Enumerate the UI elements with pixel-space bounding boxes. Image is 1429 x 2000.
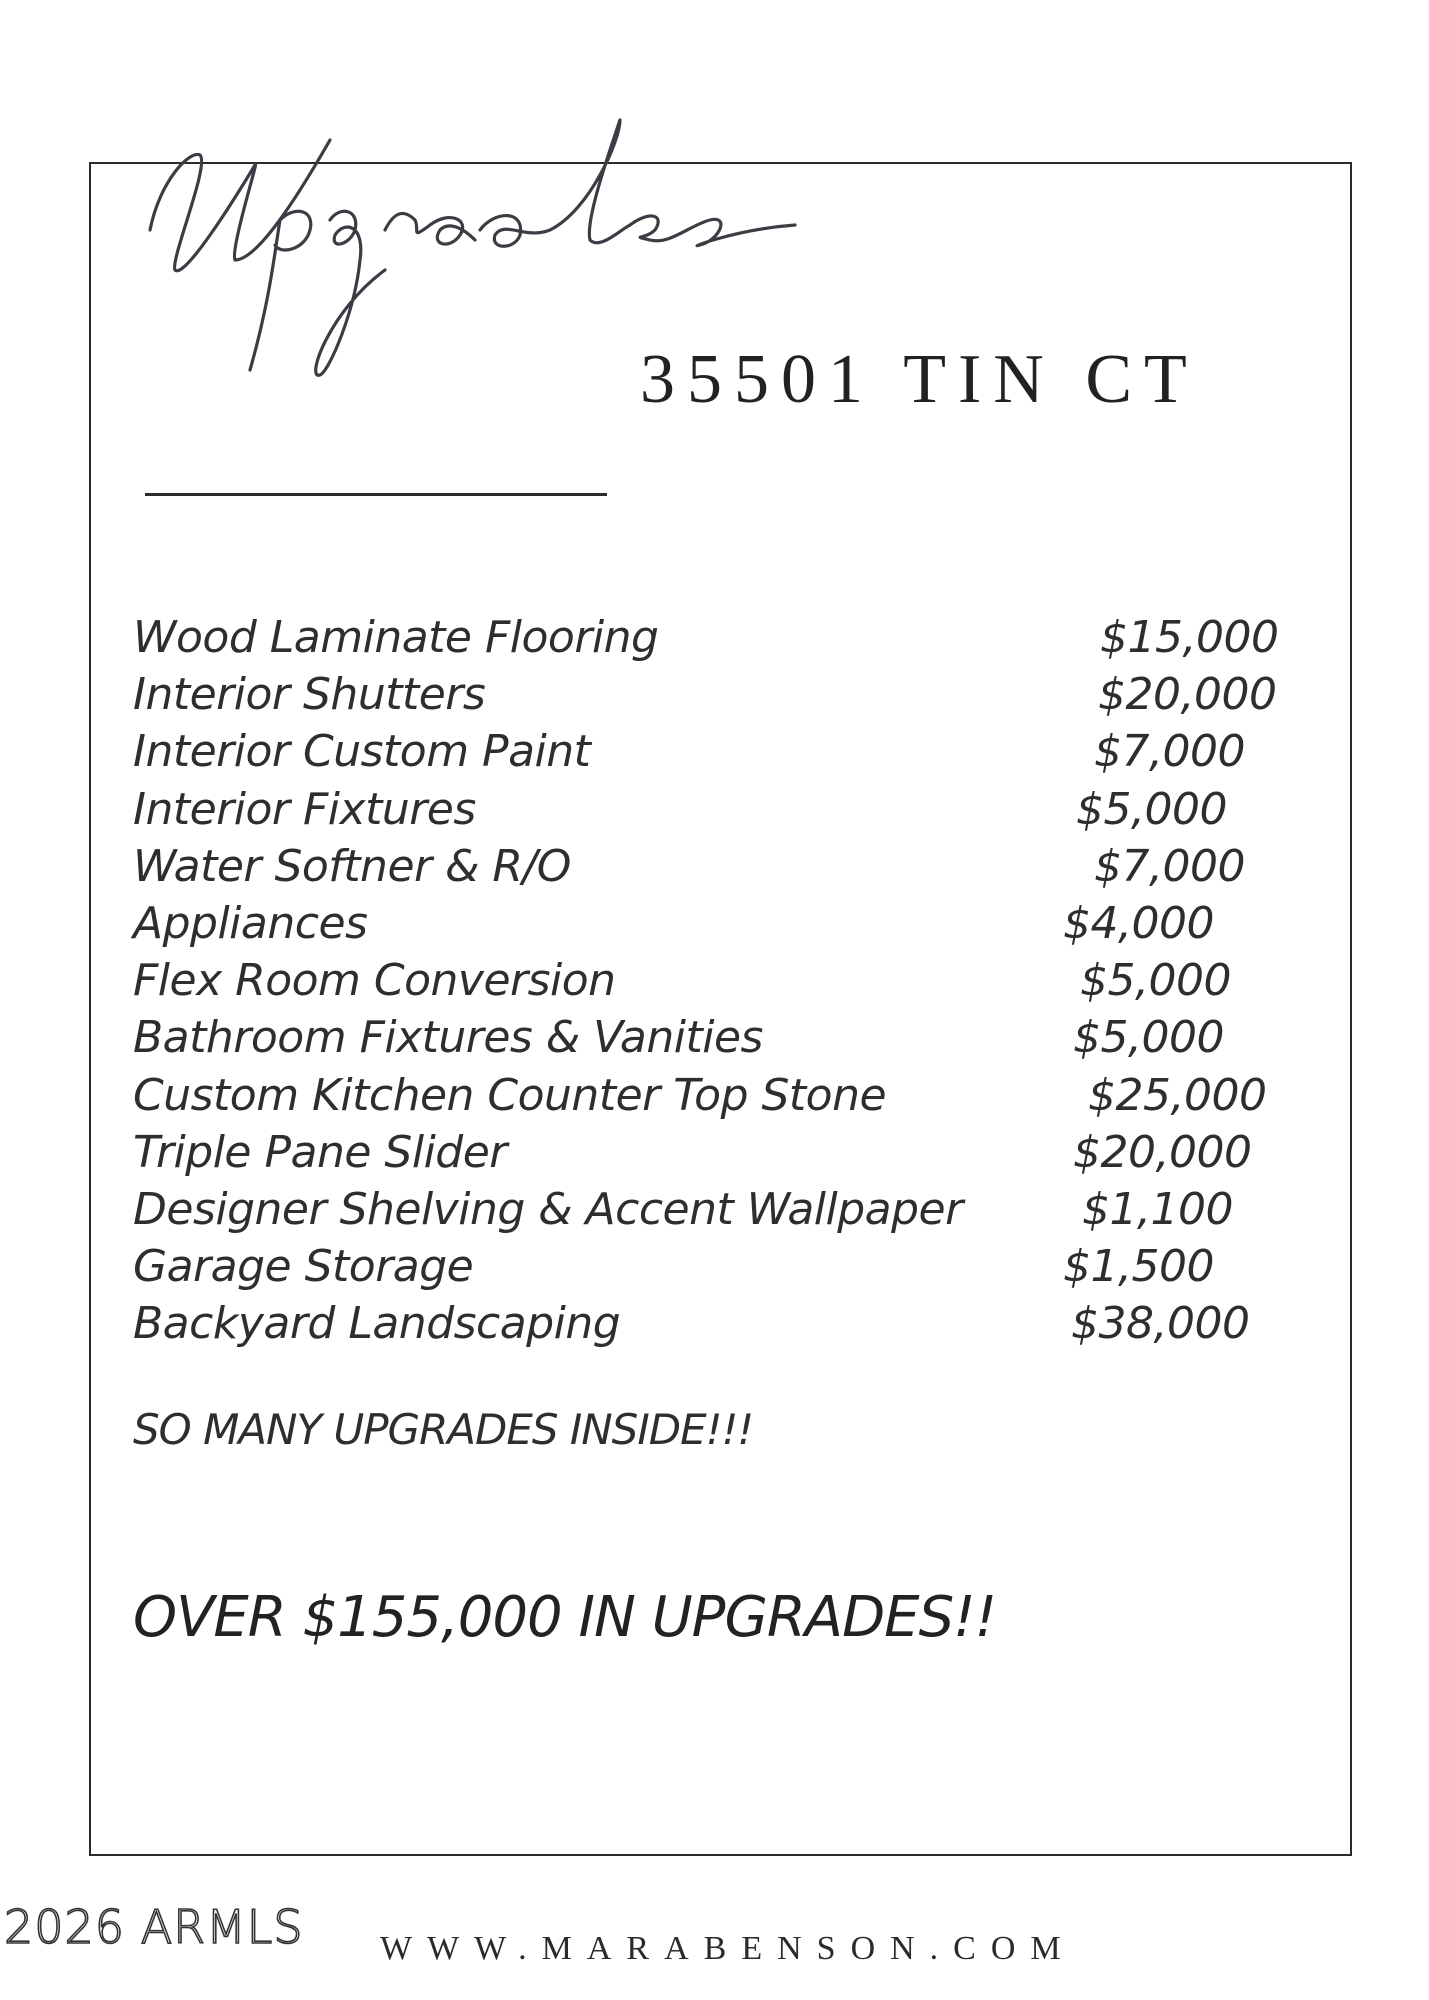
upgrades-note: SO MANY UPGRADES INSIDE!!! <box>133 1405 754 1454</box>
upgrade-item-price: $1,100 <box>1082 1184 1233 1235</box>
upgrade-item-label: Designer Shelving & Accent Wallpaper <box>133 1184 963 1235</box>
property-address: 35501 TIN CT <box>640 341 1199 418</box>
upgrade-item-label: Interior Shutters <box>133 669 486 720</box>
upgrade-item-price: $7,000 <box>1094 726 1245 777</box>
upgrade-item-label: Flex Room Conversion <box>133 955 616 1006</box>
upgrade-item-label: Appliances <box>133 898 368 949</box>
upgrade-item-price: $1,500 <box>1063 1241 1214 1292</box>
upgrade-item-price: $5,000 <box>1076 784 1227 835</box>
upgrade-item-label: Wood Laminate Flooring <box>133 612 659 663</box>
upgrade-item-label: Backyard Landscaping <box>133 1298 621 1349</box>
upgrade-item-label: Interior Fixtures <box>133 784 476 835</box>
upgrade-item-price: $4,000 <box>1063 898 1214 949</box>
upgrade-item-price: $38,000 <box>1071 1298 1250 1349</box>
upgrade-item-label: Garage Storage <box>133 1241 474 1292</box>
upgrade-item-label: Water Softner & R/O <box>133 841 571 892</box>
upgrade-item-price: $20,000 <box>1098 669 1277 720</box>
upgrade-item-price: $5,000 <box>1073 1012 1224 1063</box>
upgrade-item-price: $15,000 <box>1100 612 1279 663</box>
upgrade-item-label: Bathroom Fixtures & Vanities <box>133 1012 763 1063</box>
upgrade-item-price: $7,000 <box>1094 841 1245 892</box>
upgrade-item-label: Custom Kitchen Counter Top Stone <box>133 1070 887 1121</box>
upgrade-item-label: Interior Custom Paint <box>133 726 591 777</box>
upgrade-item-price: $25,000 <box>1088 1070 1267 1121</box>
divider-line <box>145 493 607 496</box>
upgrades-total: OVER $155,000 IN UPGRADES!! <box>133 1585 997 1650</box>
mls-watermark: 2026 ARMLS <box>4 1900 304 1954</box>
upgrade-item-price: $5,000 <box>1080 955 1231 1006</box>
upgrade-item-price: $20,000 <box>1073 1127 1252 1178</box>
website-url: WWW.MARABENSON.COM <box>380 1930 1076 1967</box>
upgrade-item-label: Triple Pane Slider <box>133 1127 507 1178</box>
